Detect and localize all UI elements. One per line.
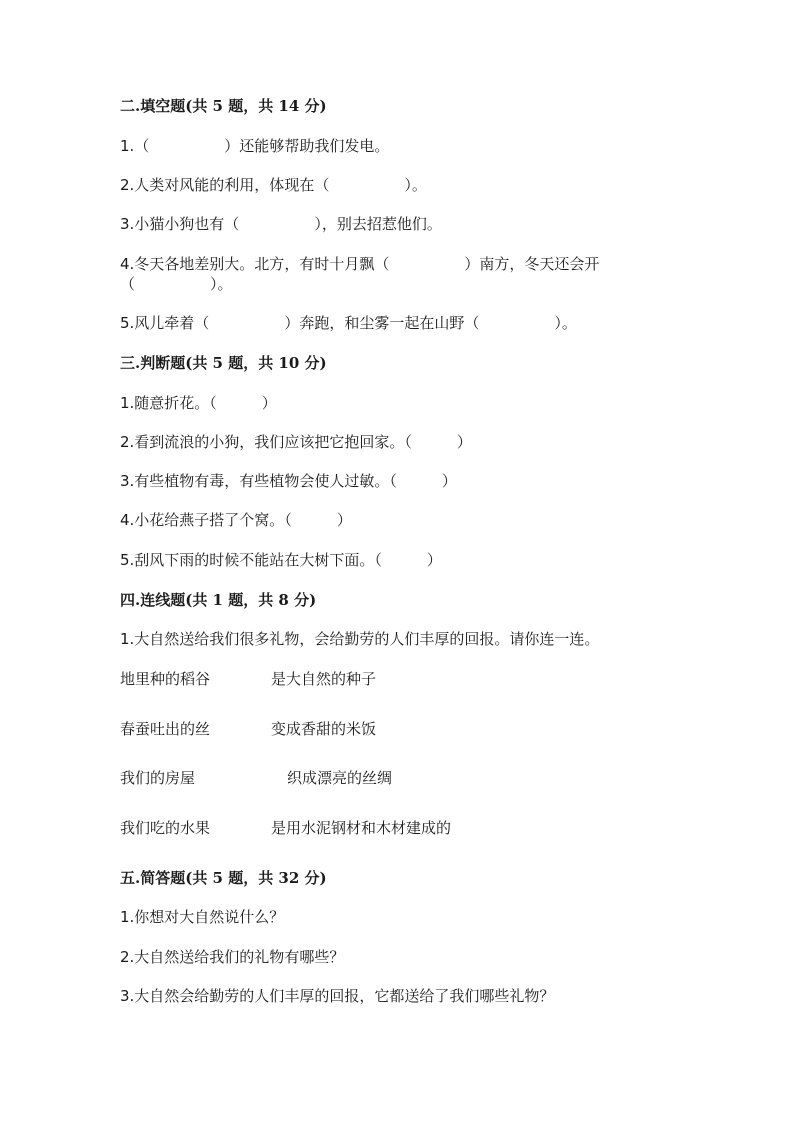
fill-question-1: 1.（ ）还能够帮助我们发电。 [120, 137, 390, 155]
fill-question-3: 3.小猫小狗也有（ ），别去招惹他们。 [120, 215, 442, 233]
judge-question-4: 4.小花给燕子搭了个窝。（ ） [120, 511, 352, 529]
fill-question-4-line-1: 4.冬天各地差别大。北方，有时十月飘（ ）南方，冬天还会开 [120, 255, 600, 273]
fill-question-5: 5.风儿牵着（ ）奔跑，和尘雾一起在山野（ ）。 [120, 314, 577, 332]
match-left-item: 我们吃的水果 [120, 819, 211, 837]
section-heading-fill: 二.填空题(共 5 题，共 14 分) [120, 97, 327, 115]
short-question-2: 2.大自然送给我们的礼物有哪些？ [120, 948, 345, 966]
section-heading-match: 四.连线题(共 1 题，共 8 分) [120, 591, 317, 609]
judge-question-2: 2.看到流浪的小狗，我们应该把它抱回家。（ ） [120, 433, 472, 451]
judge-question-1: 1.随意折花。（ ） [120, 394, 277, 412]
fill-question-4-line-2: （ ）。 [120, 275, 233, 293]
match-right-item: 是大自然的种子 [271, 670, 377, 688]
short-question-1: 1.你想对大自然说什么？ [120, 908, 285, 926]
match-left-item: 地里种的稻谷 [120, 670, 211, 688]
section-heading-short-answer: 五.简答题(共 5 题，共 32 分) [120, 869, 327, 887]
match-left-item: 我们的房屋 [120, 769, 196, 787]
short-question-3: 3.大自然会给勤劳的人们丰厚的回报，它都送给了我们哪些礼物？ [120, 987, 555, 1005]
match-right-item: 变成香甜的米饭 [271, 720, 377, 738]
match-prompt: 1.大自然送给我们很多礼物，会给勤劳的人们丰厚的回报。请你连一连。 [120, 630, 600, 648]
match-right-item: 是用水泥钢材和木材建成的 [271, 819, 452, 837]
fill-question-2: 2.人类对风能的利用，体现在（ ）。 [120, 176, 427, 194]
section-heading-judge: 三.判断题(共 5 题，共 10 分) [120, 354, 327, 372]
judge-question-3: 3.有些植物有毒，有些植物会使人过敏。（ ） [120, 472, 457, 490]
match-left-item: 春蚕吐出的丝 [120, 720, 211, 738]
match-right-item: 织成漂亮的丝绸 [287, 769, 393, 787]
judge-question-5: 5.刮风下雨的时候不能站在大树下面。（ ） [120, 551, 442, 569]
